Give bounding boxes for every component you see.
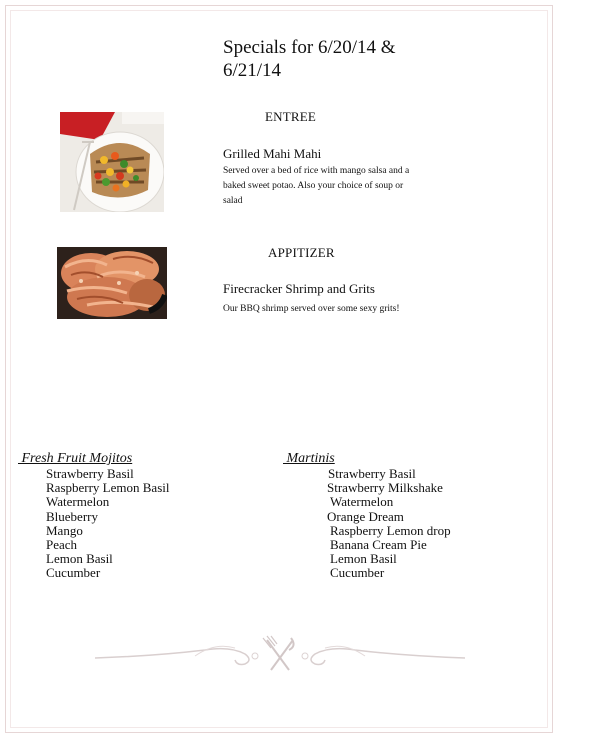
grilled-fish-photo [60, 112, 164, 212]
list-item: Peach [46, 537, 78, 553]
martinis-list [283, 467, 451, 581]
list-item: Raspberry Lemon drop [330, 522, 451, 538]
martinis-title: Martinis [283, 451, 335, 466]
list-item: Lemon Basil [46, 551, 113, 567]
fork-knife-flourish-ornament [95, 634, 465, 674]
list-item: Strawberry Basil [46, 466, 134, 481]
list-item: Blueberry [46, 508, 98, 524]
list-item: Strawberry Basil [328, 466, 416, 481]
list-item: Watermelon [330, 494, 394, 510]
mojitos-title: Fresh Fruit Mojitos [18, 451, 133, 466]
mojitos-list [18, 467, 169, 581]
list-item: Lemon Basil [330, 551, 397, 567]
appetizer-heading: APPITIZER [268, 245, 335, 260]
list-item: Cucumber [46, 565, 101, 581]
entree-heading: ENTREE [265, 109, 317, 124]
list-item: Strawberry Milkshake [327, 480, 443, 496]
list-item: Banana Cream Pie [330, 537, 427, 553]
list-item: Mango [46, 522, 83, 538]
list-item: Cucumber [330, 565, 385, 581]
grilled-shrimp-photo [57, 247, 167, 319]
entree-name: Grilled Mahi Mahi [223, 146, 322, 161]
appetizer-description: Our BBQ shrimp served over some sexy grits! [223, 304, 400, 314]
list-item: Raspberry Lemon Basil [46, 480, 170, 496]
entree-description: Served over a bed of rice with mango salsa and a baked sweet potao. Also your choice of soup or salad [223, 166, 410, 206]
martinis-section [283, 451, 451, 581]
mojitos-section [18, 451, 169, 581]
list-item: Watermelon [46, 494, 110, 510]
page-title: Specials for 6/20/14 & 6/21/14 [223, 37, 396, 81]
appetizer-name: Firecracker Shrimp and Grits [223, 281, 375, 296]
list-item: Orange Dream [327, 508, 404, 524]
